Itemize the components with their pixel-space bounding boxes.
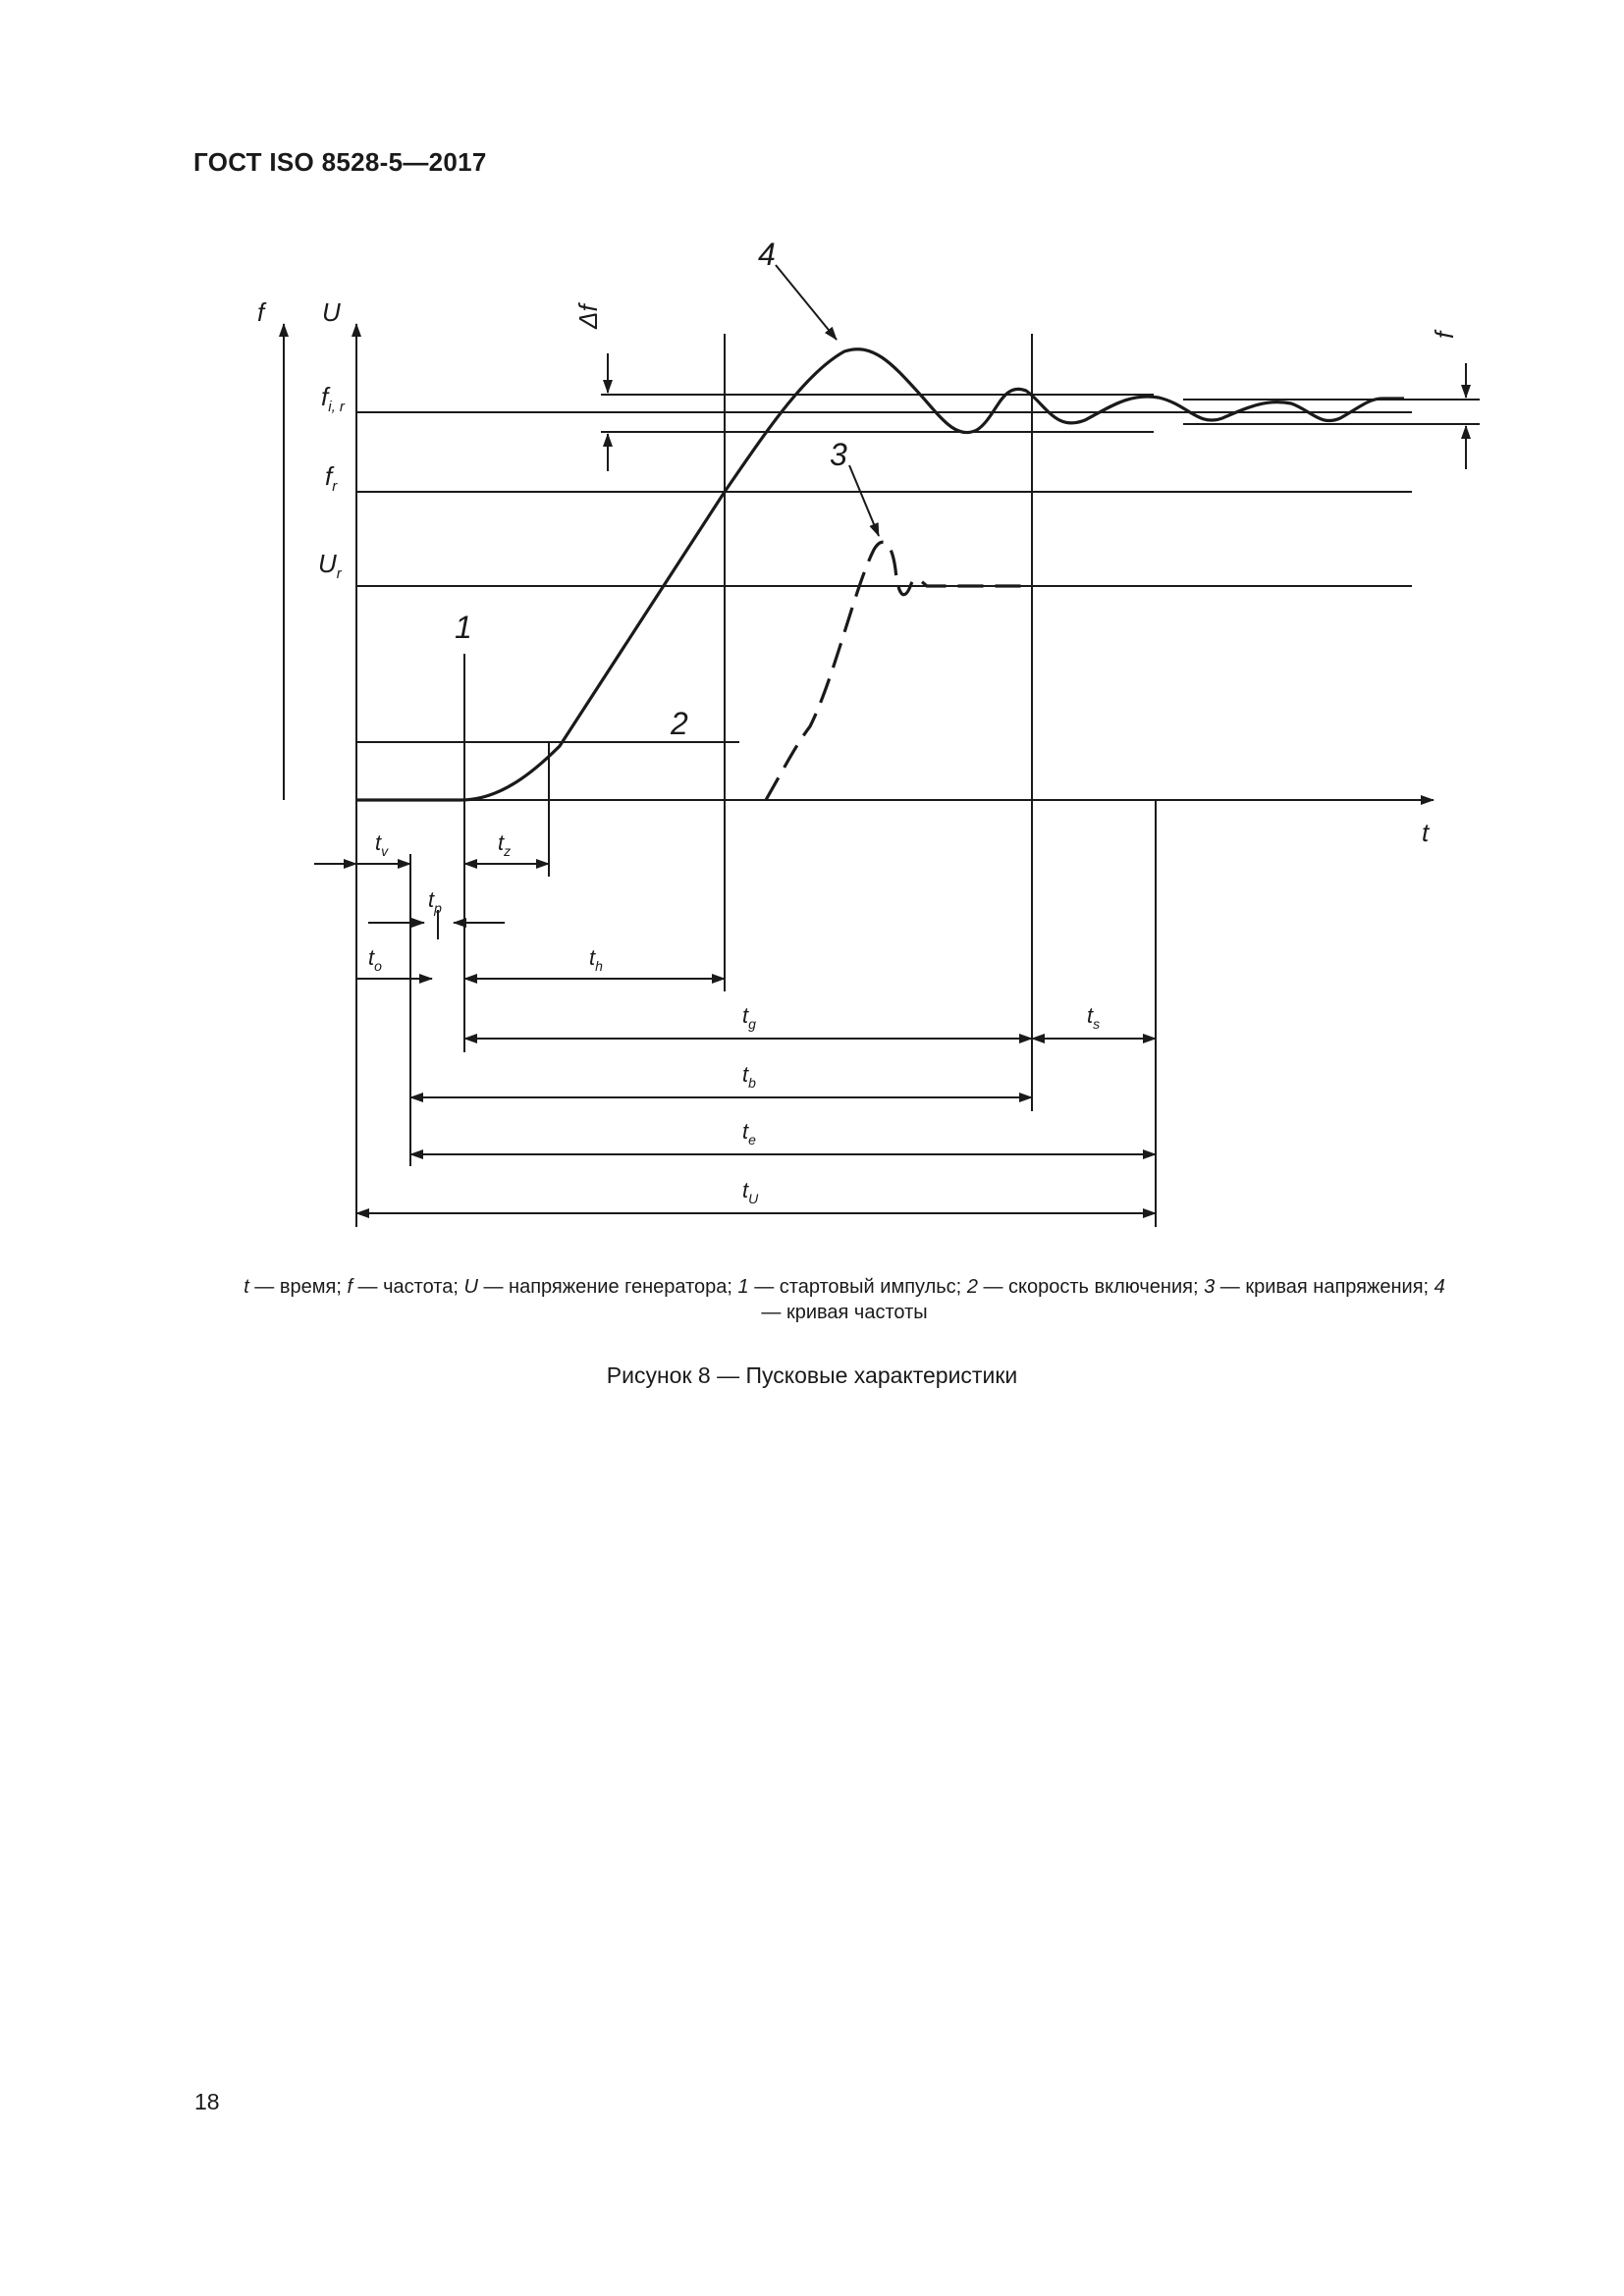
tg-label: $t_g$ — [742, 1003, 756, 1032]
te-label: $t_e$ — [742, 1119, 756, 1148]
document-header: ГОСТ ISO 8528-5—2017 — [193, 147, 487, 177]
f-axis-label: f — [257, 297, 265, 327]
marker-2: 2 — [671, 706, 688, 741]
figure-caption: Рисунок 8 — Пусковые характеристики — [606, 1362, 1018, 1388]
to-label: $t_o$ — [368, 945, 382, 974]
tb-label: $t_b$ — [742, 1062, 756, 1091]
marker-4: 4 — [758, 237, 776, 272]
marker-4-leader — [776, 265, 837, 340]
delta-f-label: Δf — [573, 304, 603, 329]
figure-legend: t — время; f — частота; U — напряжение генератора; 1 — стартовый импульс; 2 — скорость включения; 3 — кривая напряжения; 4 — кривая частоты — [244, 1276, 1445, 1323]
frequency-curve — [356, 349, 1404, 800]
tv-label: $t_v$ — [375, 830, 389, 859]
voltage-curve — [766, 542, 1031, 800]
fr-level-label: $f_r$ — [325, 461, 338, 495]
th-label: $t_h$ — [589, 945, 603, 974]
tz-label: $t_z$ — [498, 830, 512, 859]
marker-3-leader — [849, 465, 879, 536]
tu-label: $t_U$ — [742, 1178, 759, 1206]
page-number: 18 — [194, 2089, 220, 2114]
t-axis-label: t — [1422, 818, 1430, 847]
ur-level-label: $U_r$ — [318, 549, 342, 582]
ts-label: $t_s$ — [1087, 1003, 1101, 1032]
fir-level-label: $f_{i, r}$ — [321, 382, 345, 415]
tp-label: $t_p$ — [428, 887, 442, 916]
u-axis-label: U — [322, 297, 341, 327]
marker-3: 3 — [830, 437, 847, 472]
f-band-label: f — [1430, 331, 1459, 339]
marker-1: 1 — [455, 610, 472, 645]
